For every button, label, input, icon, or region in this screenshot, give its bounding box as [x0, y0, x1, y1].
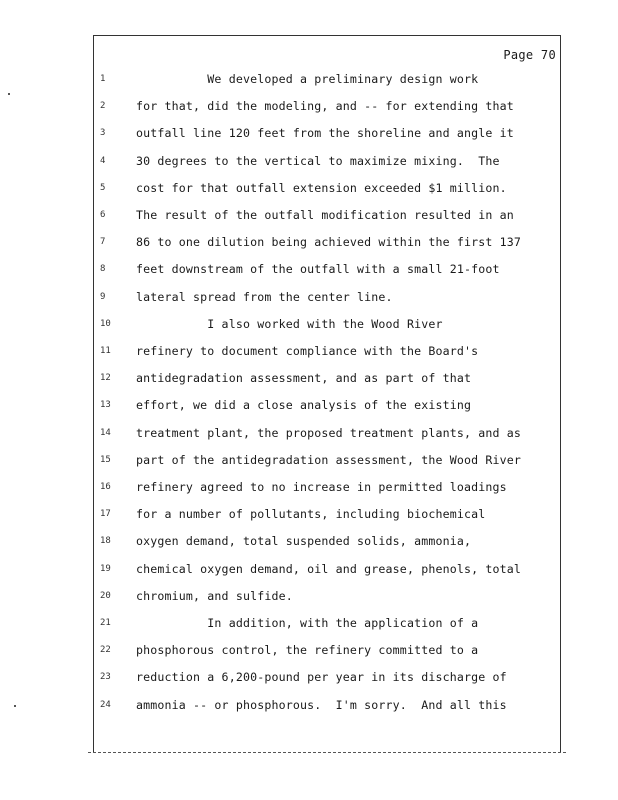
line-number: 4 — [100, 155, 106, 166]
line-number: 18 — [100, 536, 111, 547]
line-text: chemical oxygen demand, oil and grease, phenols, total — [136, 561, 522, 576]
line-number: 7 — [100, 237, 106, 248]
line-text: antidegradation assessment, and as part of that — [136, 371, 472, 386]
line-text: treatment plant, the proposed treatment plants, and as — [136, 425, 522, 440]
line-text: 30 degrees to the vertical to maximize mixing. The — [136, 153, 500, 168]
line-number: 23 — [100, 672, 111, 683]
line-number: 5 — [100, 182, 106, 193]
line-text: ammonia -- or phosphorous. I'm sorry. And all this — [136, 697, 507, 712]
line-number: 1 — [100, 74, 106, 84]
line-text: cost for that outfall extension exceeded $1 million. — [136, 180, 507, 195]
line-number: 10 — [100, 318, 111, 329]
line-number: 15 — [100, 454, 111, 465]
line-text: refinery agreed to no increase in permitted loadings — [136, 480, 507, 494]
line-text: phosphorous control, the refinery committed to a — [136, 643, 479, 658]
line-text: feet downstream of the outfall with a small 21-foot — [136, 262, 500, 277]
line-number: 21 — [100, 618, 111, 628]
line-number: 17 — [100, 509, 111, 520]
line-number: 11 — [100, 346, 111, 356]
line-number: 8 — [100, 264, 106, 275]
line-number: 22 — [100, 645, 111, 656]
page-number: Page 70 — [503, 48, 556, 62]
line-number: 13 — [100, 400, 111, 411]
line-text: reduction a 6,200-pound per year in its discharge of — [136, 670, 507, 685]
line-text: oxygen demand, total suspended solids, ammonia, — [136, 534, 472, 549]
line-number: 14 — [100, 427, 111, 438]
line-text: In addition, with the application of a — [136, 616, 479, 630]
line-text: I also worked with the Wood River — [136, 316, 443, 331]
line-text: part of the antidegradation assessment, the Wood River — [136, 452, 522, 467]
line-text: for a number of pollutants, including biochemical — [136, 507, 486, 522]
line-number: 6 — [100, 210, 106, 220]
line-number: 24 — [100, 699, 111, 710]
line-number: 20 — [100, 590, 111, 601]
line-number: 2 — [100, 101, 106, 112]
line-text: We developed a preliminary design work — [136, 72, 479, 86]
line-text: effort, we did a close analysis of the existing — [136, 398, 472, 413]
scan-speck — [14, 705, 16, 707]
line-number: 9 — [100, 291, 106, 302]
line-text: outfall line 120 feet from the shoreline and angle it — [136, 126, 514, 141]
scan-speck — [8, 93, 10, 95]
line-number: 12 — [100, 373, 111, 384]
line-text: lateral spread from the center line. — [136, 289, 393, 304]
line-number: 16 — [100, 482, 111, 492]
line-text: for that, did the modeling, and -- for extending that — [136, 99, 514, 114]
line-text: 86 to one dilution being achieved within the first 137 — [136, 235, 522, 250]
line-number: 3 — [100, 128, 106, 139]
line-text: refinery to document compliance with the Board's — [136, 344, 479, 358]
line-number: 19 — [100, 563, 111, 574]
line-text: The result of the outfall modification resulted in an — [136, 208, 514, 222]
line-text: chromium, and sulfide. — [136, 588, 293, 603]
